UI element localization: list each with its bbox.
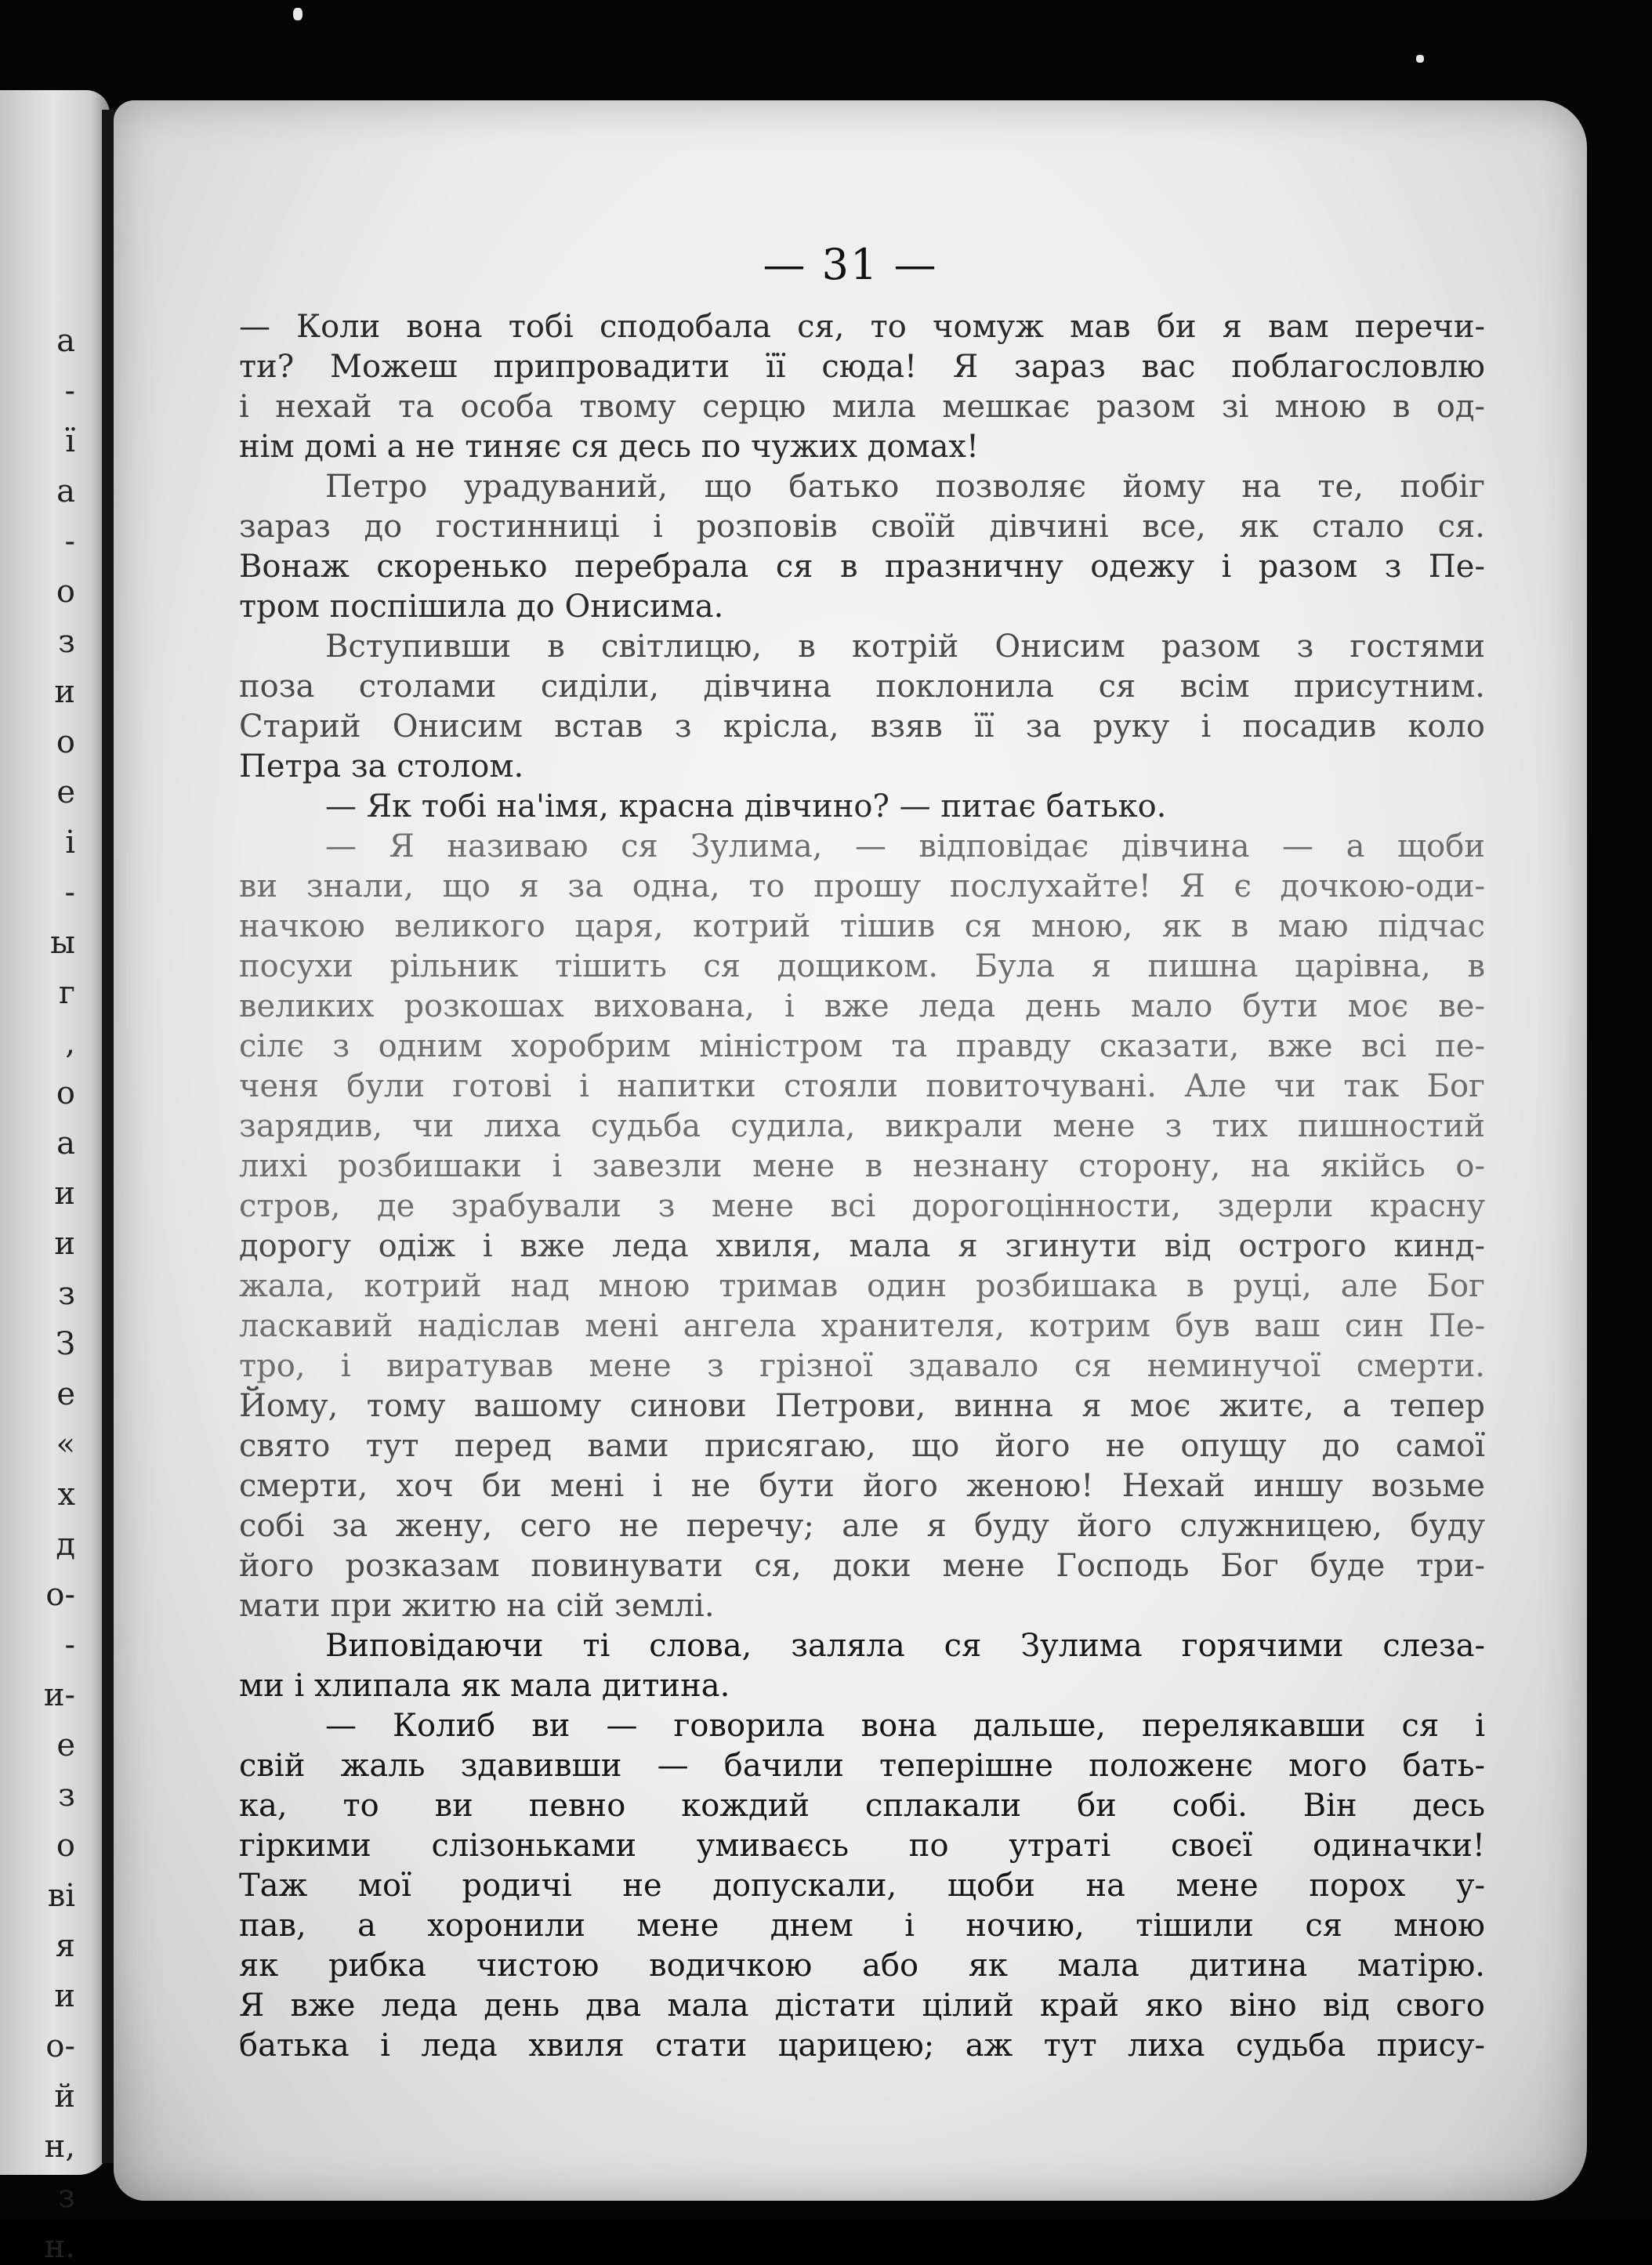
- text-line: начкою великого царя, котрий тішив ся мною, як в маю підчас: [239, 908, 1485, 944]
- text-line: жала, котрий над мною тримав один розбишака в руці, але Бог: [239, 1268, 1485, 1304]
- previous-page-fragment: е: [56, 774, 75, 810]
- text-line: нім домі а не тиняє ся десь по чужих домах!: [239, 429, 980, 465]
- previous-page-fragment: е: [56, 1376, 75, 1412]
- text-line: мати при житю на сій землі.: [239, 1588, 715, 1624]
- previous-page-fragment: з: [58, 2179, 75, 2215]
- previous-page-fragment: -: [64, 1627, 75, 1663]
- previous-page-fragment: х: [57, 1477, 75, 1513]
- previous-page-fragment: о-: [45, 2028, 75, 2064]
- previous-page-fragment: н.: [44, 2229, 75, 2265]
- text-line: пав, а хоронили мене днем і ночию, тішили ся мною: [239, 1908, 1485, 1944]
- text-line: Виповідаючи ті слова, заляла ся Зулима горячими слеза-: [325, 1628, 1485, 1664]
- previous-page-fragment: ві: [47, 1878, 75, 1914]
- text-line: поза столами сиділи, дівчина поклонила ся всім присутним.: [239, 669, 1485, 705]
- previous-page-fragment: и: [54, 1978, 75, 2014]
- page-body-text: [239, 307, 1485, 2066]
- previous-page-fragment: а: [56, 473, 75, 509]
- text-line: стров, де зрабували з мене всі дорогоцінности, здерли красну: [239, 1188, 1485, 1224]
- text-line: тро, і виратував мене з грізної здавало ся неминучої смерти.: [239, 1348, 1485, 1384]
- text-line: ви знали, що я за одна, то прошу послухайте! Я є дочкою-оди-: [239, 868, 1485, 904]
- previous-page-fragment: о-: [45, 1577, 75, 1613]
- previous-page-fragment: -: [64, 875, 75, 911]
- text-line: батька і леда хвиля стати царицею; аж тут лиха судьба прису-: [239, 2028, 1485, 2064]
- text-line: посухи рільник тішить ся дощиком. Була я пишна царівна, в: [239, 948, 1485, 984]
- previous-page-fragment: ,: [65, 1025, 75, 1061]
- book-page: [114, 100, 1587, 2201]
- previous-page-fragment: и: [54, 1226, 75, 1262]
- text-line: дорогу одіж і вже леда хвиля, мала я згинути від острого кинд-: [239, 1228, 1485, 1264]
- text-line: ченя були готові і напитки стояли повиточувані. Але чи так Бог: [239, 1068, 1485, 1104]
- previous-page-fragment: -: [64, 524, 75, 560]
- text-line: Я вже леда день два мала дістати цілий край яко віно від свого: [239, 1988, 1485, 2024]
- text-line: ка, то ви певно кождий сплакали би собі. Він десь: [239, 1788, 1485, 1824]
- text-line: зараз до гостинниці і розповів своїй дівчині все, як стало ся.: [239, 509, 1485, 545]
- previous-page-fragment: з: [58, 1778, 75, 1814]
- previous-page-fragment: о: [56, 574, 75, 610]
- previous-page-fragment: і: [65, 824, 75, 861]
- previous-page-fragment: й: [54, 2078, 75, 2115]
- previous-page-fragment: о: [56, 724, 75, 760]
- text-line: Петро урадуваний, що батько позволяє йому на те, побіг: [325, 469, 1485, 505]
- text-line: свято тут перед вами присягаю, що його не опущу до самої: [239, 1428, 1485, 1464]
- previous-page-fragment: г: [59, 975, 75, 1011]
- text-line: гіркими слізоньками умиваєсь по утраті своєї одиначки!: [239, 1828, 1485, 1864]
- text-line: його розказам повинувати ся, доки мене Господь Бог буде три-: [239, 1548, 1485, 1584]
- previous-page-fragment: я: [55, 1928, 75, 1964]
- previous-page-fragment: н,: [44, 2129, 75, 2165]
- previous-page-fragment: о: [56, 1828, 75, 1864]
- text-line: — Я називаю ся Зулима, — відповідає дівчина — а щоби: [325, 828, 1485, 864]
- previous-page-text-fragments: [0, 90, 102, 2265]
- scan-dust-speck: [293, 8, 303, 20]
- previous-page-fragment: и: [54, 674, 75, 710]
- text-line: собі за жену, сего не перечу; але я буду його служницею, буду: [239, 1508, 1485, 1544]
- scan-dust-speck: [1416, 55, 1424, 63]
- text-line: смерти, хоч би мені і не бути його женою! Нехай иншу возьме: [239, 1468, 1485, 1504]
- text-line: Старий Онисим встав з крісла, взяв її за руку і посадив коло: [239, 708, 1485, 745]
- previous-page-fragment: и-: [43, 1677, 75, 1713]
- previous-page-fragment: и: [54, 1176, 75, 1212]
- text-line: ми і хлипала як мала дитина.: [239, 1668, 730, 1704]
- text-line: свій жаль здавивши — бачили теперішне положенє мого бать-: [239, 1748, 1485, 1784]
- previous-page-fragment: ї: [65, 423, 75, 459]
- text-line: — Колиб ви — говорила вона дальше, перелякавши ся і: [325, 1708, 1485, 1744]
- text-line: Вонаж скоренько перебрала ся в празничну одежу і разом з Пе-: [239, 549, 1485, 585]
- text-line: зарядив, чи лиха судьба судила, викрали мене з тих пишностий: [239, 1108, 1485, 1144]
- previous-page-fragment: а: [56, 1125, 75, 1161]
- previous-page-fragment: д: [56, 1527, 75, 1563]
- previous-page-fragment: -: [64, 373, 75, 409]
- text-line: лихі розбишаки і завезли мене в незнану сторону, на якійсь о-: [239, 1148, 1485, 1184]
- previous-page-fragment: е: [56, 1727, 75, 1763]
- previous-page-fragment: «: [56, 1426, 75, 1462]
- text-line: сілє з одним хоробрим міністром та правду сказати, вже всі пе-: [239, 1028, 1485, 1064]
- previous-page-fragment: ы: [50, 925, 75, 961]
- text-line: тром поспішила до Онисима.: [239, 589, 724, 625]
- text-line: ти? Можеш припровадити її сюда! Я зараз вас поблагословлю: [239, 349, 1485, 385]
- previous-page-fragment: З: [56, 1326, 75, 1362]
- previous-page-fragment: з: [58, 624, 75, 660]
- text-line: Йому, тому вашому синови Петрови, винна я моє житє, а тепер: [239, 1388, 1485, 1424]
- text-line: Таж мої родичі не допускали, щоби на мене порох у-: [239, 1868, 1485, 1904]
- previous-page-fragment: о: [56, 1075, 75, 1111]
- text-line: Петра за столом.: [239, 748, 524, 785]
- text-line: — Коли вона тобі сподобала ся, то чомуж мав би я вам перечи-: [239, 309, 1485, 345]
- text-line: — Як тобі на'імя, красна дівчино? — питає батько.: [325, 788, 1167, 824]
- previous-page-edge: [0, 90, 110, 2265]
- previous-page-fragment: з: [58, 1276, 75, 1312]
- text-line: і нехай та особа твому серцю мила мешкає разом зі мною в од-: [239, 389, 1485, 425]
- text-line: як рибка чистою водичкою або як мала дитина матірю.: [239, 1948, 1485, 1984]
- text-line: ласкавий надіслав мені ангела хранителя, котрим був ваш син Пе-: [239, 1308, 1485, 1344]
- previous-page-fragment: а: [56, 323, 75, 359]
- page-number: — 31 —: [763, 240, 938, 289]
- text-line: Вступивши в світлицю, в котрій Онисим разом з гостями: [325, 629, 1485, 665]
- text-line: великих розкошах вихована, і вже леда день мало бути моє ве-: [239, 988, 1485, 1024]
